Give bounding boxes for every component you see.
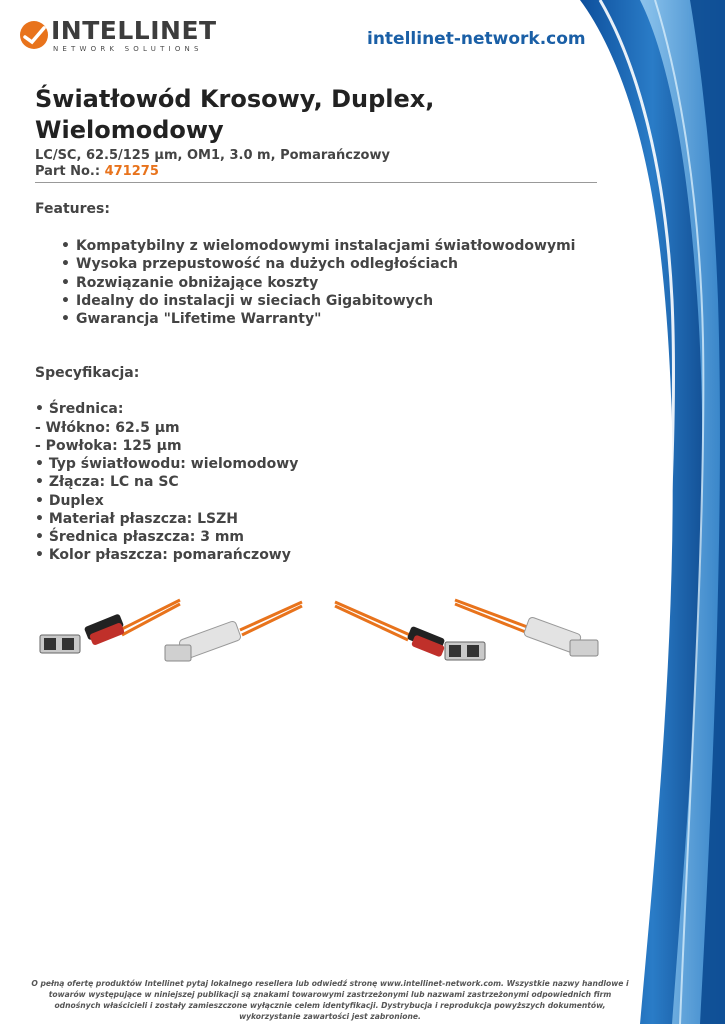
feature-item: • Rozwiązanie obniżające koszty bbox=[76, 274, 600, 292]
feature-item: • Gwarancja "Lifetime Warranty" bbox=[76, 310, 600, 328]
footer-disclaimer: O pełną ofertę produktów Intellinet pytaj lokalnego resellera lub odwiedź stronę www.intellinet-network.com. Wszystkie nazwy handlowe i towarów występujące w niniejszej publikacji są znakami towarowymi zastrzeżonymi lub nazwami zastrzeżonymi odpowiednich firm odnośnych właścicieli i zostały zamieszczone wyłącznie celem identyfikacji. Dystrybucja i reprodukcja powyższych dokumentów, wykorzystanie zawartości jest zabronione. bbox=[31, 979, 629, 1021]
feature-item: • Wysoka przepustowość na dużych odległościach bbox=[76, 255, 600, 273]
spec-item: • Materiał płaszcza: LSZH bbox=[35, 510, 238, 527]
sc-connector-image bbox=[335, 602, 485, 660]
features-list bbox=[35, 237, 600, 328]
product-content bbox=[35, 84, 600, 564]
logo-text: INTELLINET bbox=[51, 16, 217, 45]
title-divider bbox=[35, 182, 597, 183]
feature-item: • Kompatybilny z wielomodowymi instalacjami światłowodowymi bbox=[76, 237, 600, 255]
product-images bbox=[30, 590, 610, 680]
part-number-value: 471275 bbox=[104, 164, 159, 179]
spec-item: • Średnica płaszcza: 3 mm bbox=[35, 528, 245, 545]
specs-list bbox=[35, 400, 600, 564]
specs-heading: Specyfikacja: bbox=[35, 365, 140, 382]
part-number bbox=[35, 164, 600, 180]
logo-mark-icon bbox=[19, 20, 49, 50]
sc-connector-image bbox=[40, 600, 180, 653]
feature-item: • Idealny do instalacji w sieciach Gigabitowych bbox=[76, 292, 600, 310]
intellinet-logo bbox=[19, 18, 219, 58]
spec-item: - Włókno: 62.5 µm bbox=[35, 419, 180, 436]
spec-item: • Średnica: bbox=[35, 401, 124, 418]
lc-connector-image bbox=[165, 602, 302, 661]
spec-item: - Powłoka: 125 µm bbox=[35, 437, 182, 454]
part-number-label: Part No.: bbox=[35, 164, 101, 179]
spec-item: • Duplex bbox=[35, 492, 104, 509]
logo-subtext: NETWORK SOLUTIONS bbox=[53, 45, 203, 53]
features-heading: Features: bbox=[35, 201, 110, 217]
spec-item: • Typ światłowodu: wielomodowy bbox=[35, 456, 299, 473]
website-link[interactable]: intellinet-network.com bbox=[367, 29, 586, 49]
spec-item: • Złącza: LC na SC bbox=[35, 474, 179, 491]
product-subtitle: LC/SC, 62.5/125 µm, OM1, 3.0 m, Pomarańczowy bbox=[35, 148, 390, 163]
product-title: Światłowód Krosowy, Duplex, Wielomodowy bbox=[35, 85, 435, 144]
spec-item: • Kolor płaszcza: pomarańczowy bbox=[35, 547, 291, 564]
